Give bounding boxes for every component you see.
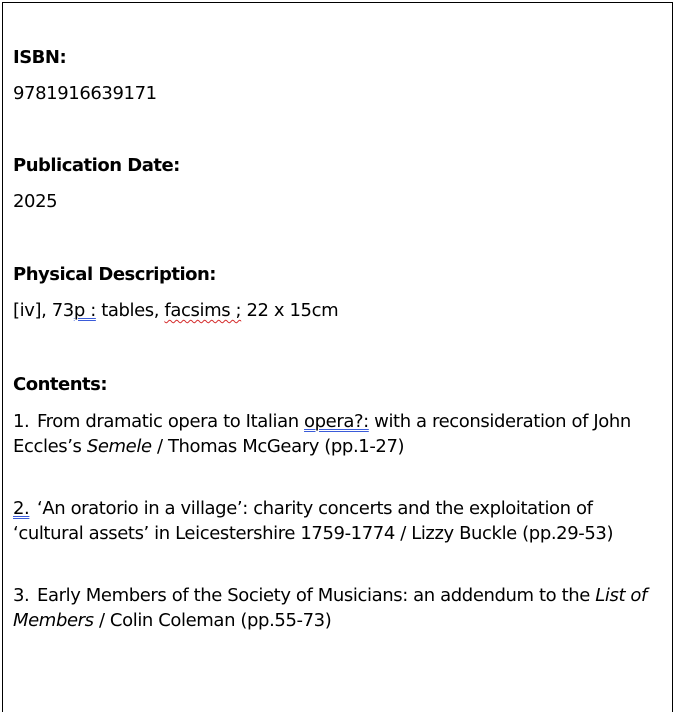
grammar-flag: opera?: xyxy=(304,411,369,432)
physical-description-value xyxy=(13,300,338,321)
physical-description-part: tables, xyxy=(95,300,165,321)
contents-item xyxy=(13,583,653,633)
item-text: Early Members of the Society of Musicians: an addendum to the xyxy=(37,585,596,606)
item-italic-title: Semele xyxy=(86,436,152,457)
item-text: / Thomas McGeary (pp.1-27) xyxy=(151,436,405,457)
item-text: with a reconsideration of John Eccles’s xyxy=(13,411,631,457)
spelling-flag: facsims ; xyxy=(164,300,242,321)
document-page xyxy=(2,2,673,712)
item-number: 2. xyxy=(13,498,30,519)
item-italic-title: List of Members xyxy=(13,585,647,631)
isbn-label: ISBN: xyxy=(13,47,67,68)
publication-date-label: Publication Date: xyxy=(13,155,180,176)
isbn-value: 9781916639171 xyxy=(13,83,157,104)
physical-description-part: 22 x 15cm xyxy=(241,300,339,321)
item-number: 3. xyxy=(13,585,30,606)
publication-date-value: 2025 xyxy=(13,191,58,212)
physical-description-label: Physical Description: xyxy=(13,264,216,285)
grammar-flag: p : xyxy=(73,300,96,321)
contents-item xyxy=(13,496,653,546)
item-text: ‘An oratorio in a village’: charity concerts and the exploitation of ‘cultural assets’ in Leicestershire 1759-1774 / Lizzy Buckle (pp.29-53) xyxy=(13,498,614,544)
physical-description-part: [iv], 73 xyxy=(13,300,74,321)
item-number: 1. xyxy=(13,411,30,432)
item-text: From dramatic opera to Italian xyxy=(37,411,305,432)
contents-label: Contents: xyxy=(13,374,108,395)
item-text: / Colin Coleman (pp.55-73) xyxy=(93,610,332,631)
contents-item xyxy=(13,409,653,459)
